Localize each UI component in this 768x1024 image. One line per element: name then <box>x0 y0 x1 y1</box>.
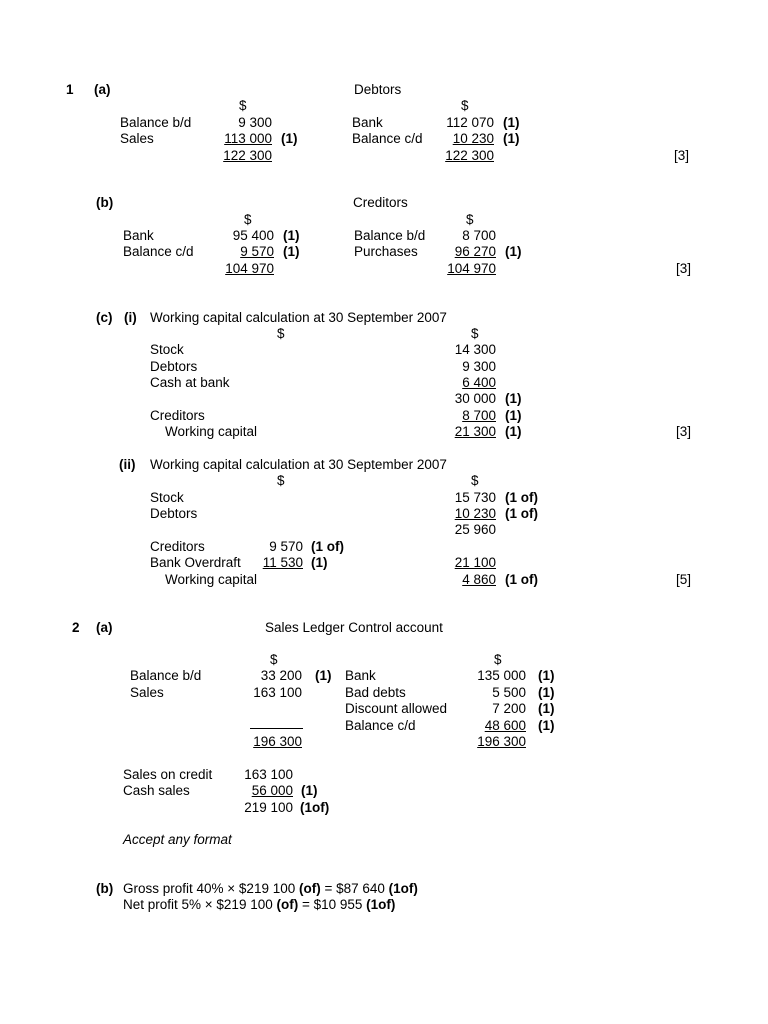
q2-number: 2 <box>72 620 80 635</box>
q1a-right-mark-0: (1) <box>503 115 520 130</box>
q1ci-cash-label: Cash at bank <box>150 375 230 390</box>
q1cii-wc-label: Working capital <box>165 572 258 587</box>
q1cii-overdraft-label: Bank Overdraft <box>150 555 241 570</box>
q2a-right-mark-1: (1) <box>538 685 555 700</box>
q1a-left-name-0: Balance b/d <box>120 115 192 130</box>
q2a-left-mark-0: (1) <box>315 668 332 683</box>
q1ci-creditors-amt: 8 700 <box>462 408 496 423</box>
q1b-left-name-1: Balance c/d <box>123 244 194 259</box>
q1a-right-currency: $ <box>461 98 469 113</box>
q1b-left-amt-0: 95 400 <box>232 228 274 243</box>
q2a-right-amt-0: 135 000 <box>477 668 526 683</box>
q2a-left-name-1: Sales <box>130 685 164 700</box>
q1b-right-amt-1: 96 270 <box>454 244 496 259</box>
q1b-right-name-1: Purchases <box>354 244 418 259</box>
q2b-gp-result: = $87 640 <box>320 881 389 896</box>
q1a-right-total: 122 300 <box>445 148 494 163</box>
q2b-label: (b) <box>96 881 114 896</box>
q1c-label: (c) <box>96 310 113 325</box>
q1ci-label: (i) <box>124 310 137 325</box>
q2b-gp-text: Gross profit 40% × $219 100 <box>123 881 299 896</box>
q2a-right-amt-2: 7 200 <box>492 701 526 716</box>
q1b-left-amt-1: 9 570 <box>240 244 274 259</box>
q1ci-debtors-label: Debtors <box>150 359 198 374</box>
q2a-credit-amt: 163 100 <box>244 767 293 782</box>
q1b-left-currency: $ <box>244 212 252 227</box>
q1cii-subtotal-amt: 25 960 <box>454 522 496 537</box>
q2b-gp-mark: (1of) <box>388 881 418 896</box>
q2a-note: Accept any format <box>123 832 232 847</box>
q1ci-wc-mark: (1) <box>505 424 522 439</box>
q1a-right-mark-1: (1) <box>503 131 520 146</box>
q2a-right-name-1: Bad debts <box>345 685 406 700</box>
q1b-left-mark-1: (1) <box>283 244 300 259</box>
q1b-left-mark-0: (1) <box>283 228 300 243</box>
q2a-left-rule <box>250 728 303 729</box>
q1ci-wc-label: Working capital <box>165 424 258 439</box>
q1-number: 1 <box>66 82 74 97</box>
q1a-title: Debtors <box>354 82 402 97</box>
q2a-total-mark: (1of) <box>300 800 330 815</box>
q2a-left-amt-1: 163 100 <box>253 685 302 700</box>
q1ci-subtotal-amt: 30 000 <box>454 391 496 406</box>
q1cii-right-currency: $ <box>471 473 479 488</box>
q2a-right-currency: $ <box>494 652 502 667</box>
q1cii-stock-amt: 15 730 <box>454 490 496 505</box>
q2b-net-profit-line <box>123 897 395 913</box>
q2a-left-amt-0: 33 200 <box>260 668 302 683</box>
q2a-total-amt: 219 100 <box>244 800 293 815</box>
q1ci-stock-label: Stock <box>150 342 184 357</box>
q1ci-wc-amt: 21 300 <box>454 424 496 439</box>
q1cii-debtors-label: Debtors <box>150 506 198 521</box>
q2a-title: Sales Ledger Control account <box>265 620 443 635</box>
q1cii-liab-total: 21 100 <box>454 555 496 570</box>
q1cii-overdraft-mark: (1) <box>311 555 328 570</box>
q2a-right-name-3: Balance c/d <box>345 718 416 733</box>
q2b-np-of: (of) <box>276 897 299 912</box>
q1ci-creditors-mark: (1) <box>505 408 522 423</box>
q1a-left-mark-1: (1) <box>281 131 298 146</box>
q1cii-mid-currency: $ <box>277 473 285 488</box>
q1b-label: (b) <box>96 195 114 210</box>
q2b-np-result: = $10 955 <box>298 897 367 912</box>
q1cii-creditors-label: Creditors <box>150 539 205 554</box>
q1ci-right-currency: $ <box>471 326 479 341</box>
q1ci-debtors-amt: 9 300 <box>462 359 496 374</box>
q1b-right-name-0: Balance b/d <box>354 228 426 243</box>
q1cii-debtors-amt: 10 230 <box>454 506 496 521</box>
q1b-marks: [3] <box>676 261 692 276</box>
q1cii-stock-mark: (1 of) <box>505 490 538 505</box>
q1b-left-total: 104 970 <box>225 261 274 276</box>
q1a-right-name-1: Balance c/d <box>352 131 423 146</box>
q1a-left-amt-0: 9 300 <box>238 115 272 130</box>
q1a-left-amt-1: 113 000 <box>224 131 272 146</box>
q2a-cash-label: Cash sales <box>123 783 190 798</box>
q2a-right-amt-3: 48 600 <box>484 718 526 733</box>
q1b-title: Creditors <box>353 195 408 210</box>
q2a-label: (a) <box>96 620 113 635</box>
q1cii-label: (ii) <box>119 457 136 472</box>
q1ci-mid-currency: $ <box>277 326 285 341</box>
q1ci-creditors-label: Creditors <box>150 408 205 423</box>
q2a-right-total: 196 300 <box>477 734 526 749</box>
q2a-right-mark-0: (1) <box>538 668 555 683</box>
q1a-right-amt-1: 10 230 <box>452 131 494 146</box>
q1cii-wc-amt: 4 860 <box>462 572 496 587</box>
q2a-right-mark-3: (1) <box>538 718 555 733</box>
q1cii-creditors-mark: (1 of) <box>311 539 344 554</box>
q1b-right-total: 104 970 <box>447 261 496 276</box>
q1ci-subtotal-mark: (1) <box>505 391 522 406</box>
q2a-cash-amt: 56 000 <box>251 783 293 798</box>
q1ci-title: Working capital calculation at 30 September 2007 <box>150 310 447 325</box>
q1b-left-name-0: Bank <box>123 228 154 243</box>
q2a-right-mark-2: (1) <box>538 701 555 716</box>
q1cii-title: Working capital calculation at 30 September 2007 <box>150 457 447 472</box>
q1a-label: (a) <box>94 82 111 97</box>
q2a-right-name-2: Discount allowed <box>345 701 448 716</box>
q2a-cash-mark: (1) <box>301 783 318 798</box>
q1ci-cash-amt: 6 400 <box>462 375 496 390</box>
q2b-np-text: Net profit 5% × $219 100 <box>123 897 277 912</box>
q1b-right-mark-1: (1) <box>505 244 522 259</box>
q1b-right-amt-0: 8 700 <box>462 228 496 243</box>
q1cii-debtors-mark: (1 of) <box>505 506 538 521</box>
q1cii-wc-mark: (1 of) <box>505 572 538 587</box>
q2b-np-mark: (1of) <box>366 897 396 912</box>
q1cii-creditors-amt: 9 570 <box>269 539 303 554</box>
q2a-right-amt-1: 5 500 <box>492 685 526 700</box>
q1cii-overdraft-amt: 11 530 <box>262 555 303 570</box>
q1a-right-name-0: Bank <box>352 115 383 130</box>
q2a-credit-label: Sales on credit <box>123 767 213 782</box>
q2b-gross-profit-line <box>123 881 418 897</box>
q1cii-marks: [5] <box>676 572 692 587</box>
q2a-left-total: 196 300 <box>253 734 302 749</box>
q1a-marks: [3] <box>674 148 690 163</box>
q1a-right-amt-0: 112 070 <box>446 115 494 130</box>
q2a-left-currency: $ <box>270 652 278 667</box>
q1a-left-total: 122 300 <box>223 148 272 163</box>
q1cii-stock-label: Stock <box>150 490 184 505</box>
q1a-left-currency: $ <box>239 98 247 113</box>
q1ci-stock-amt: 14 300 <box>454 342 496 357</box>
q2b-gp-of: (of) <box>298 881 321 896</box>
q1ci-marks: [3] <box>676 424 692 439</box>
q1b-right-currency: $ <box>466 212 474 227</box>
q1a-left-name-1: Sales <box>120 131 154 146</box>
q2a-left-name-0: Balance b/d <box>130 668 202 683</box>
q2a-right-name-0: Bank <box>345 668 376 683</box>
